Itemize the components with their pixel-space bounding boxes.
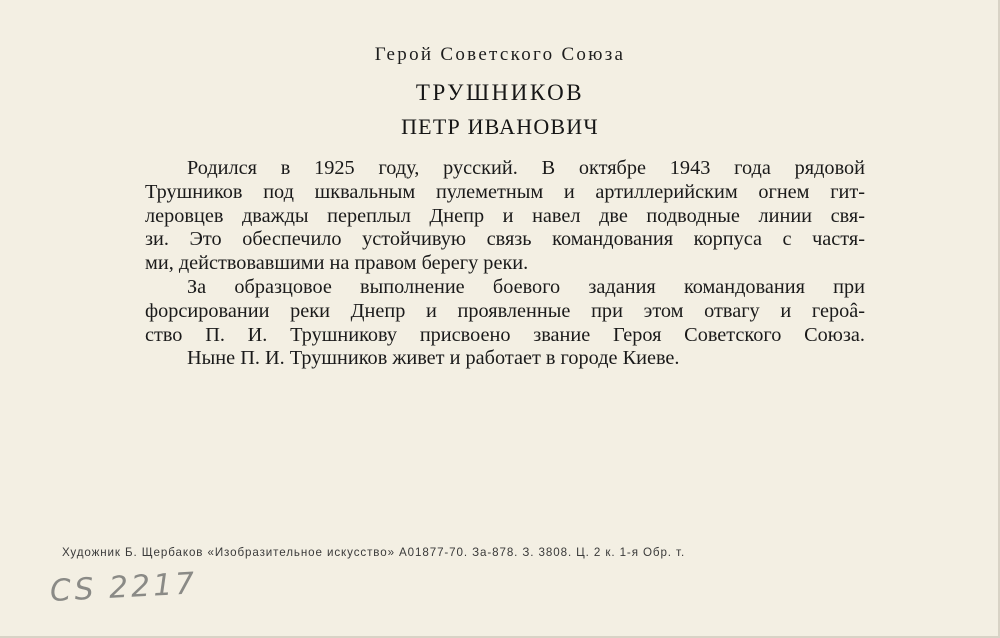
biography-line: За образцовое выполнение боевого задания командования при xyxy=(187,275,865,298)
publisher-imprint: Художник Б. Щербаков «Изобразительное искусство» А01877-70. За-878. З. 3808. Ц. 2 к. 1-я Обр. т. xyxy=(62,546,686,559)
biography-line: леровцев дважды переплыл Днепр и навел две подводные линии свя- xyxy=(145,204,865,227)
biography-line: Ныне П. И. Трушников живет и работает в городе Киеве. xyxy=(187,347,680,370)
biography-line: Родился в 1925 году, русский. В октябре 1943 года рядовой xyxy=(187,157,865,179)
hero-given-names: ПЕТР ИВАНОВИЧ xyxy=(401,114,599,139)
biography-line: Трушников под шквальным пулеметным и артиллерийским огнем гит- xyxy=(145,180,865,203)
handwritten-catalog-number: CS 2217 xyxy=(49,566,199,609)
biography-line: ство П. И. Трушникову присвоено звание Героя Советского Союза. xyxy=(145,323,865,346)
hero-title: Герой Советского Союза xyxy=(374,44,626,65)
biography-line: зи. Это обеспечило устойчивую связь командования корпуса с частя- xyxy=(145,228,865,251)
biography-text xyxy=(145,157,865,371)
biography-line: ми, действовавшими на правом берегу реки. xyxy=(145,252,529,275)
hero-surname: ТРУШНИКОВ xyxy=(415,80,585,105)
biography-line: форсировании реки Днепр и проявленные при этом отвагу и героâ- xyxy=(145,299,865,322)
